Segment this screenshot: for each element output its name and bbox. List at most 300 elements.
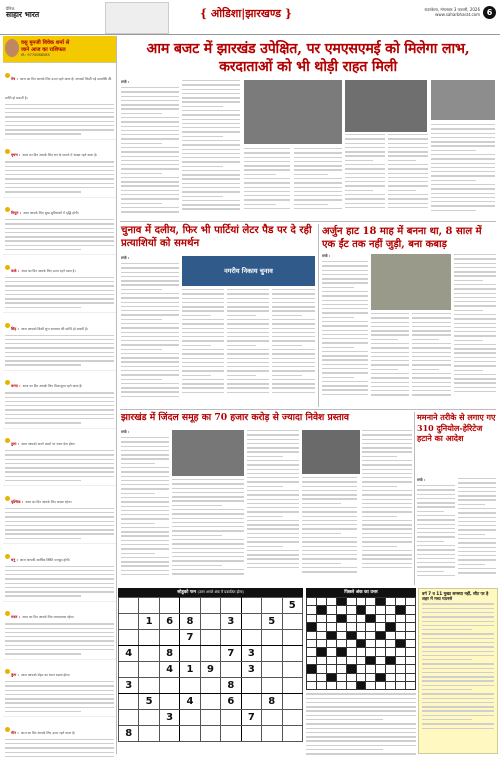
- crossword-block: [346, 631, 356, 639]
- text-line: [417, 541, 444, 542]
- text-line: [345, 138, 385, 139]
- text-line: [412, 390, 451, 391]
- text-line: [362, 490, 412, 491]
- text-line: [458, 559, 496, 560]
- text-line: [422, 693, 494, 694]
- text-line: [362, 528, 412, 529]
- text-line: [362, 524, 412, 525]
- text-line: [454, 267, 496, 268]
- text-line: [5, 418, 114, 419]
- rashifal-sign-name: मिथुन :: [11, 211, 22, 215]
- text-line: [272, 353, 315, 354]
- text-line: [306, 728, 416, 729]
- text-line: [182, 328, 224, 329]
- text-line: [5, 649, 114, 650]
- zodiac-icon: [5, 323, 10, 328]
- sudoku-cell: [180, 598, 200, 614]
- text-line: [272, 315, 302, 316]
- text-line: [388, 198, 428, 199]
- text-line: [454, 297, 496, 298]
- crossword-cell: [396, 614, 406, 622]
- text-line: [371, 360, 409, 361]
- text-line: [247, 473, 299, 474]
- text-line: [247, 524, 299, 525]
- crossword-cell: [366, 681, 376, 689]
- text-line: [121, 297, 179, 298]
- text-line: [458, 512, 496, 513]
- text-line: [247, 486, 283, 487]
- crossword-block: [316, 606, 326, 614]
- text-line: [294, 148, 342, 149]
- text-line: [182, 383, 224, 384]
- text-line: [362, 503, 412, 504]
- rashifal-item: [3, 717, 116, 757]
- text-line: [371, 313, 409, 314]
- text-line: [121, 570, 169, 571]
- crossword-cell: [396, 673, 406, 681]
- text-line: [182, 306, 224, 307]
- story4-column-1-text: [121, 437, 169, 575]
- text-line: [5, 108, 114, 109]
- text-line: [431, 150, 476, 151]
- text-line: [422, 633, 494, 634]
- text-line: [182, 204, 240, 205]
- text-line: [362, 554, 412, 555]
- text-line: [121, 379, 162, 380]
- text-line: [417, 536, 455, 537]
- crossword-cell: [326, 648, 336, 656]
- text-line: [5, 161, 114, 162]
- text-line: [244, 165, 290, 166]
- text-line: [182, 375, 211, 376]
- text-line: [422, 676, 494, 677]
- text-line: [362, 520, 412, 521]
- text-line: [5, 360, 114, 361]
- text-line: [388, 185, 428, 186]
- text-line: [121, 531, 169, 532]
- sudoku-cell: 3: [241, 646, 261, 662]
- text-line: [272, 306, 315, 307]
- sudoku-cell: [180, 710, 200, 726]
- text-line: [458, 521, 496, 522]
- text-line: [412, 360, 451, 361]
- text-line: [247, 537, 299, 538]
- text-line: [247, 447, 299, 448]
- text-line: [431, 193, 495, 194]
- text-line: [247, 464, 299, 465]
- story5-column-1-text: [417, 485, 455, 576]
- text-line: [121, 160, 179, 161]
- text-line: [244, 169, 290, 170]
- text-line: [362, 558, 412, 559]
- text-line: [182, 114, 240, 115]
- rashifal-sign-name: वृषभ :: [11, 153, 21, 158]
- rashifal-body-lines: [5, 277, 114, 308]
- text-line: [5, 249, 81, 250]
- crossword-cell: [376, 614, 386, 622]
- text-line: [422, 659, 472, 660]
- text-line: [322, 394, 368, 395]
- sudoku-cell: [221, 598, 241, 614]
- text-line: [121, 314, 179, 315]
- text-line: [412, 339, 439, 340]
- crossword-cell: [326, 665, 336, 673]
- crossword-cell: [396, 631, 406, 639]
- sudoku-title-text: सोडूको फन: [177, 590, 196, 595]
- text-line: [388, 207, 428, 208]
- text-line: [306, 710, 416, 711]
- text-line: [5, 240, 114, 241]
- crossword-cell: [386, 631, 396, 639]
- text-line: [5, 591, 114, 592]
- text-line: [5, 512, 114, 513]
- text-line: [362, 567, 412, 568]
- text-line: [422, 672, 494, 673]
- text-line: [412, 364, 451, 365]
- story3-column-1: [322, 254, 368, 406]
- text-line: [121, 310, 179, 311]
- text-line: [247, 563, 299, 564]
- text-line: [182, 157, 240, 158]
- sudoku-subtitle: (उत्तर अगले अंक में प्रकाशित होगा): [197, 590, 244, 594]
- text-line: [172, 505, 222, 506]
- rashifal-sign-name: धनु :: [11, 557, 18, 562]
- text-line: [182, 131, 240, 132]
- text-line: [362, 494, 412, 495]
- crossword-cell: [316, 623, 326, 631]
- text-line: [417, 506, 455, 507]
- crossword-cell: [326, 598, 336, 606]
- text-line: [362, 439, 412, 440]
- text-line: [302, 503, 341, 504]
- text-line: [227, 358, 269, 359]
- text-line: [454, 275, 496, 276]
- sudoku-cell: 5: [282, 598, 303, 614]
- story3-column-3: [412, 313, 451, 406]
- sudoku-cell: [282, 614, 303, 630]
- crossword-cell: [336, 623, 346, 631]
- sudoku-cell: [282, 662, 303, 678]
- text-line: [247, 481, 299, 482]
- text-line: [345, 147, 385, 148]
- story4-column-1: [121, 430, 169, 584]
- text-line: [417, 511, 444, 512]
- side-news-title: वर्ग 7 व 11 मुख्य समस्या नहीं, सीट पर है शहर में मध्य गठनसे: [422, 591, 489, 602]
- text-line: [371, 382, 409, 383]
- rashifal-body-lines: [5, 566, 114, 597]
- text-line: [5, 285, 114, 286]
- sudoku-cell: 1: [139, 614, 159, 630]
- story4-column-2: [172, 479, 244, 584]
- text-line: [302, 481, 357, 482]
- text-line: [182, 101, 240, 102]
- text-line: [322, 308, 368, 309]
- text-line: [294, 195, 342, 196]
- text-line: [5, 640, 114, 641]
- text-line: [322, 385, 368, 386]
- text-line: [454, 378, 496, 379]
- text-line: [121, 527, 169, 528]
- sudoku-cell: 8: [159, 646, 179, 662]
- text-line: [272, 349, 315, 350]
- text-line: [5, 698, 114, 699]
- story3-column-2-text: [371, 313, 409, 396]
- story2-column-1: [121, 256, 179, 406]
- text-line: [362, 464, 412, 465]
- text-line: [272, 362, 315, 363]
- crossword-cell: [406, 614, 416, 622]
- lead-column-4: [294, 148, 342, 218]
- text-line: [244, 152, 290, 153]
- crossword-cell: [366, 623, 376, 631]
- text-line: [172, 500, 244, 501]
- crossword-cell: [336, 656, 346, 664]
- rashifal-item: [3, 371, 116, 429]
- text-line: [371, 339, 398, 340]
- text-line: [417, 489, 455, 490]
- zodiac-icon: [5, 73, 10, 78]
- crossword-block: [356, 639, 366, 647]
- text-line: [322, 372, 368, 373]
- sudoku-cell: [200, 646, 220, 662]
- text-line: [371, 369, 398, 370]
- sudoku-cell: [180, 678, 200, 694]
- sudoku-cell: [221, 662, 241, 678]
- text-line: [458, 517, 496, 518]
- text-line: [272, 375, 302, 376]
- text-line: [121, 396, 179, 397]
- text-line: [458, 504, 485, 505]
- text-line: [5, 302, 114, 303]
- website-link[interactable]: www.saharbharat.com: [435, 12, 480, 17]
- text-line: [422, 638, 494, 639]
- crossword-cell: [307, 598, 317, 606]
- text-line: [121, 293, 179, 294]
- text-line: [294, 169, 342, 170]
- text-line: [121, 437, 169, 438]
- text-line: [272, 328, 315, 329]
- crossword-cell: [326, 681, 336, 689]
- text-line: [172, 479, 244, 480]
- crossword-cell: [316, 639, 326, 647]
- text-line: [422, 685, 494, 686]
- sudoku-cell: [139, 646, 159, 662]
- text-line: [172, 518, 244, 519]
- text-line: [362, 499, 412, 500]
- text-line: [121, 370, 179, 371]
- crossword-cell: [307, 648, 317, 656]
- text-line: [121, 488, 169, 489]
- text-line: [121, 113, 162, 114]
- text-line: [182, 166, 223, 167]
- text-line: [247, 516, 283, 517]
- text-line: [182, 349, 224, 350]
- text-line: [294, 178, 342, 179]
- text-line: [172, 530, 244, 531]
- crossword-cell: [356, 656, 366, 664]
- text-line: [182, 319, 224, 320]
- text-line: [272, 383, 315, 384]
- crossword-block: [366, 614, 376, 622]
- sudoku-cell: 3: [159, 710, 179, 726]
- text-line: [182, 332, 224, 333]
- text-line: [121, 374, 179, 375]
- text-line: [5, 570, 114, 571]
- text-line: [417, 575, 455, 576]
- text-line: [417, 515, 455, 516]
- text-line: [5, 356, 114, 357]
- text-line: [227, 332, 269, 333]
- sudoku-cell: [139, 726, 159, 742]
- crossword-block: [336, 648, 346, 656]
- text-line: [182, 80, 240, 81]
- text-line: [5, 294, 114, 295]
- text-line: [454, 263, 496, 264]
- sudoku-cell: [119, 662, 139, 678]
- text-line: [121, 87, 179, 88]
- text-line: [121, 565, 169, 566]
- text-line: [182, 89, 240, 90]
- story3-column-2: [371, 313, 409, 406]
- text-line: [227, 392, 269, 393]
- rashifal-item: [3, 255, 116, 313]
- crossword-cell: [366, 648, 376, 656]
- rashifal-body-lines: [5, 104, 114, 135]
- text-line: [458, 529, 496, 530]
- text-line: [244, 191, 290, 192]
- text-line: [302, 546, 357, 547]
- text-line: [5, 694, 114, 695]
- crossword-grid: [306, 597, 416, 690]
- text-line: [322, 334, 368, 335]
- zodiac-icon: [5, 149, 10, 154]
- text-line: [362, 533, 412, 534]
- crossword-block: [316, 648, 326, 656]
- crossword-cell: [376, 606, 386, 614]
- text-line: [302, 567, 357, 568]
- budget-photo-2: [345, 80, 427, 132]
- text-line: [247, 567, 299, 568]
- text-line: [302, 524, 357, 525]
- text-line: [431, 201, 495, 202]
- text-line: [121, 121, 179, 122]
- crossword-cell: [406, 665, 416, 673]
- crossword-clues: [306, 693, 416, 757]
- text-line: [5, 116, 114, 117]
- story2-dateline: रांची :: [121, 256, 130, 260]
- text-line: [272, 336, 315, 337]
- jindal-meeting-photo: [172, 430, 244, 476]
- text-line: [412, 322, 451, 323]
- text-line: [5, 219, 114, 220]
- rashifal-item: [3, 313, 116, 371]
- text-line: [412, 352, 451, 353]
- crossword-block: [326, 673, 336, 681]
- sudoku-cell: [241, 726, 261, 742]
- text-line: [417, 498, 455, 499]
- text-line: [172, 573, 244, 574]
- sudoku-cell: [119, 694, 139, 710]
- sudoku-cell: [282, 710, 303, 726]
- page-header: [0, 0, 500, 35]
- text-line: [5, 480, 81, 481]
- text-line: [121, 130, 179, 131]
- text-line: [182, 84, 240, 85]
- text-line: [182, 119, 240, 120]
- text-line: [5, 538, 81, 539]
- crossword-block: [356, 606, 366, 614]
- rashifal-sign-name: तुला :: [11, 442, 20, 446]
- text-line: [362, 430, 412, 431]
- text-line: [121, 540, 169, 541]
- crossword-cell: [386, 598, 396, 606]
- text-line: [371, 394, 409, 395]
- crossword-cell: [386, 673, 396, 681]
- text-line: [272, 379, 315, 380]
- text-line: [454, 293, 496, 294]
- text-line: [417, 554, 455, 555]
- crossword-block: [307, 623, 317, 631]
- sudoku-cell: [119, 710, 139, 726]
- rashifal-item: [3, 63, 116, 140]
- crossword-cell: [326, 656, 336, 664]
- lead-column-5: [345, 134, 385, 218]
- story2-column-1-text: [121, 263, 179, 397]
- crossword-cell: [316, 665, 326, 673]
- text-line: [5, 632, 114, 633]
- zodiac-icon: [5, 438, 10, 443]
- text-line: [182, 345, 211, 346]
- rashifal-sign-text: आज आपको किसी शुभ समाचार की प्राप्ति हो सकती है।: [20, 326, 89, 331]
- text-line: [227, 323, 269, 324]
- text-line: [5, 566, 114, 567]
- text-line: [244, 195, 290, 196]
- crossword-cell: [336, 639, 346, 647]
- text-line: [5, 166, 114, 167]
- text-line: [182, 170, 240, 171]
- text-line: [458, 547, 496, 548]
- story4-column-5: [362, 430, 412, 584]
- crossword-cell: [406, 598, 416, 606]
- text-line: [272, 392, 315, 393]
- crossword-cell: [307, 656, 317, 664]
- text-line: [388, 177, 428, 178]
- text-line: [121, 391, 179, 392]
- text-line: [121, 484, 169, 485]
- text-line: [172, 526, 244, 527]
- text-line: [5, 533, 114, 534]
- text-line: [121, 96, 179, 97]
- crossword-cell: [307, 631, 317, 639]
- text-line: [422, 698, 494, 699]
- text-line: [182, 323, 224, 324]
- zodiac-icon: [5, 554, 10, 559]
- text-line: [227, 310, 269, 311]
- lead-column-4-text: [294, 148, 342, 209]
- crossword-cell: [307, 606, 317, 614]
- text-line: [302, 516, 357, 517]
- sudoku-grid: [118, 597, 303, 742]
- text-line: [294, 174, 328, 175]
- text-line: [247, 550, 299, 551]
- rashifal-item: [3, 429, 116, 487]
- text-line: [294, 199, 342, 200]
- text-line: [5, 170, 114, 171]
- crossword-cell: [346, 639, 356, 647]
- text-line: [388, 160, 416, 161]
- story4-column-2-text: [172, 479, 244, 575]
- rashifal-sign-text: आज आपके लिए सुख सुविधाओं में वृद्धि होगी।: [23, 211, 79, 215]
